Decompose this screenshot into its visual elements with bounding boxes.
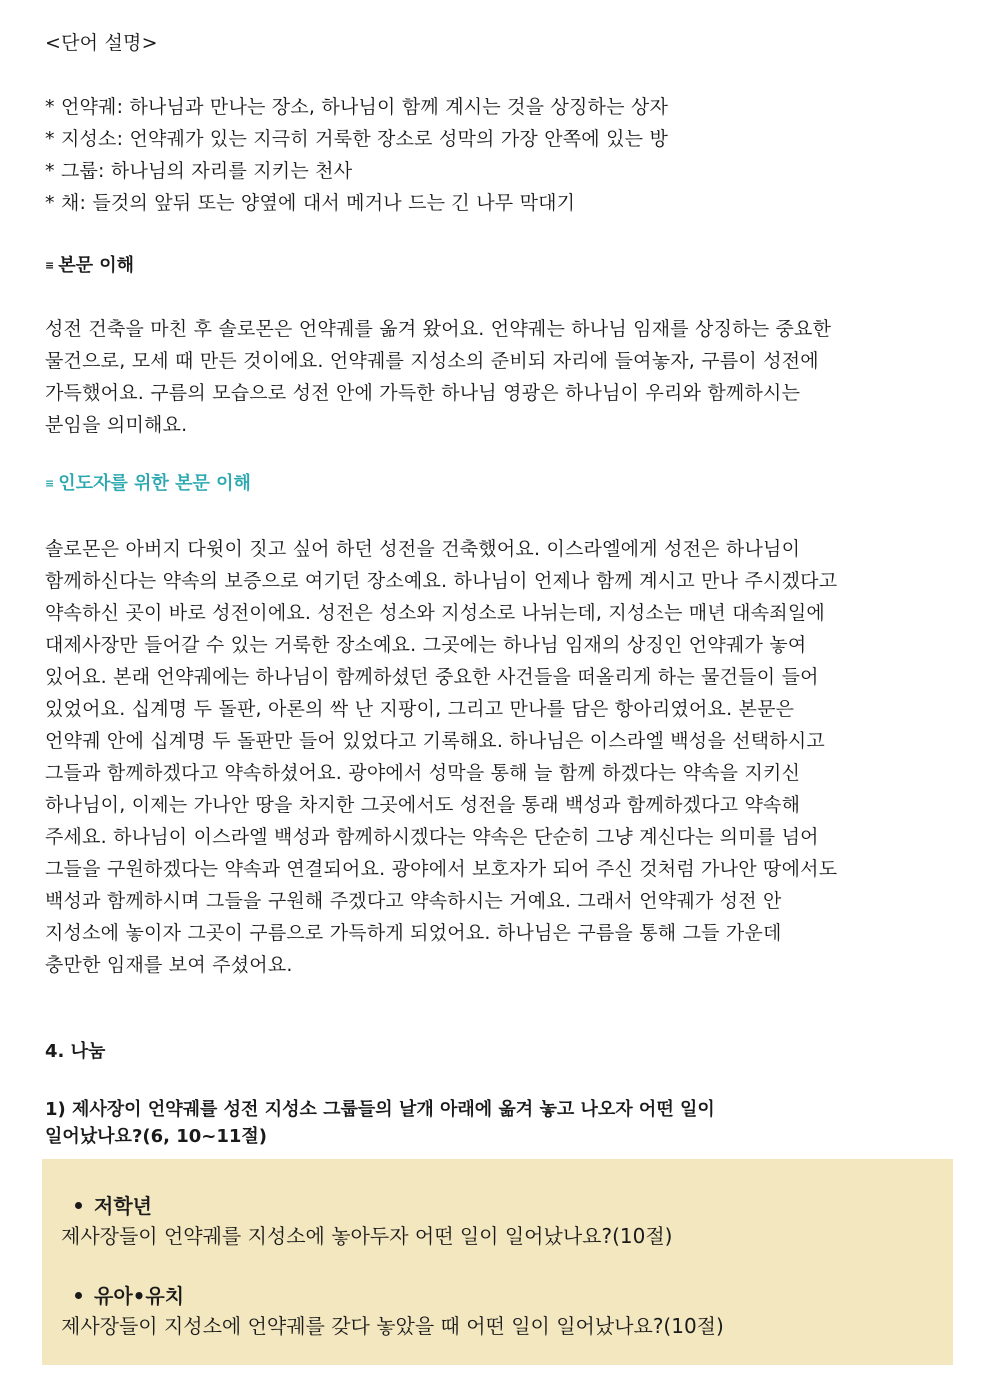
- age-group-label-text: 저학년: [94, 1194, 152, 1218]
- glossary-item: * 언약궤: 하나님과 만나는 장소, 하나님이 함께 계시는 것을 상징하는 상자: [45, 96, 669, 118]
- sharing-question-line: 1) 제사장이 언약궤를 성전 지성소 그룹들의 날개 아래에 옮겨 놓고 나오자 어떤 일이: [45, 1099, 715, 1120]
- paragraph-line: 함께하신다는 약속의 보증으로 여기던 장소예요. 하나님이 언제나 함께 계시고 만나 주시겠다고: [45, 570, 838, 592]
- bullet-dot-icon: [75, 1202, 82, 1209]
- list-bullet-icon: ≡: [45, 259, 55, 272]
- sharing-question-line: 일어났나요?(6, 10~11절): [45, 1126, 268, 1147]
- bullet-dot-icon: [75, 1292, 82, 1299]
- paragraph-line: 있었어요. 십계명 두 돌판, 아론의 싹 난 지팡이, 그리고 만나를 담은 항아리였어요. 본문은: [45, 698, 795, 720]
- age-group-label: [75, 1280, 184, 1309]
- paragraph-line: 가득했어요. 구름의 모습으로 성전 안에 가득한 하나님 영광은 하나님이 우리와 함께하시는: [45, 382, 801, 404]
- section-heading-label: 본문 이해: [58, 255, 135, 276]
- sharing-title: 4. 나눔: [45, 1041, 106, 1062]
- paragraph-line: 솔로몬은 아버지 다윗이 짓고 싶어 하던 성전을 건축했어요. 이스라엘에게 성전은 하나님이: [45, 538, 801, 560]
- paragraph-line: 약속하신 곳이 바로 성전이에요. 성전은 성소와 지성소로 나뉘는데, 지성소는 매년 대속죄일에: [45, 602, 825, 624]
- glossary-item: * 채: 들것의 앞뒤 또는 양옆에 대서 메거나 드는 긴 나무 막대기: [45, 192, 576, 214]
- age-group-callout: [42, 1159, 953, 1365]
- glossary-item: * 그룹: 하나님의 자리를 지키는 천사: [45, 160, 353, 182]
- age-group-label: [75, 1190, 152, 1219]
- age-group-question: 제사장들이 지성소에 언약궤를 갖다 놓았을 때 어떤 일이 일어났나요?(10절): [61, 1314, 724, 1338]
- list-bullet-icon: ≡: [45, 477, 55, 490]
- paragraph-line: 그들을 구원하겠다는 약속과 연결되어요. 광야에서 보호자가 되어 주신 것처럼 가나안 땅에서도: [45, 858, 838, 880]
- paragraph-line: 언약궤 안에 십계명 두 돌판만 들어 있었다고 기록해요. 하나님은 이스라엘 백성을 선택하시고: [45, 730, 825, 752]
- paragraph-line: 지성소에 놓이자 그곳이 구름으로 가득하게 되었어요. 하나님은 구름을 통해 그들 가운데: [45, 922, 782, 944]
- glossary-item: * 지성소: 언약궤가 있는 지극히 거룩한 장소로 성막의 가장 안쪽에 있는 방: [45, 128, 669, 150]
- section-heading-text-understanding: [45, 251, 134, 283]
- paragraph-line: 분임을 의미해요.: [45, 414, 188, 436]
- paragraph-line: 그들과 함께하겠다고 약속하셨어요. 광야에서 성막을 통해 늘 함께 하겠다는 약속을 지키신: [45, 762, 801, 784]
- paragraph-line: 충만한 임재를 보여 주셨어요.: [45, 954, 293, 976]
- section-heading-label: 인도자를 위한 본문 이해: [58, 473, 251, 494]
- paragraph-line: 주세요. 하나님이 이스라엘 백성과 함께하시겠다는 약속은 단순히 그냥 계신다는 의미를 넘어: [45, 826, 819, 848]
- paragraph-line: 하나님이, 이제는 가나안 땅을 차지한 그곳에서도 성전을 통래 백성과 함께하겠다고 약속해: [45, 794, 801, 816]
- paragraph-line: 대제사장만 들어갈 수 있는 거룩한 장소예요. 그곳에는 하나님 임재의 상징인 언약궤가 놓여: [45, 634, 807, 656]
- age-group-question: 제사장들이 언약궤를 지성소에 놓아두자 어떤 일이 일어났나요?(10절): [61, 1224, 673, 1248]
- section-heading-leader-understanding: [45, 469, 251, 501]
- age-group-label-text: 유아•유치: [94, 1284, 185, 1308]
- paragraph-line: 백성과 함께하시며 그들을 구원해 주겠다고 약속하시는 거예요. 그래서 언약궤가 성전 안: [45, 890, 782, 912]
- paragraph-line: 있어요. 본래 언약궤에는 하나님이 함께하셨던 중요한 사건들을 떠올리게 하는 물건들이 들어: [45, 666, 819, 688]
- paragraph-line: 성전 건축을 마친 후 솔로몬은 언약궤를 옮겨 왔어요. 언약궤는 하나님 임재를 상징하는 중요한: [45, 318, 832, 340]
- paragraph-line: 물건으로, 모세 때 만든 것이에요. 언약궤를 지성소의 준비되 자리에 들여놓자, 구름이 성전에: [45, 350, 819, 372]
- glossary-title: <단어 설명>: [45, 32, 158, 54]
